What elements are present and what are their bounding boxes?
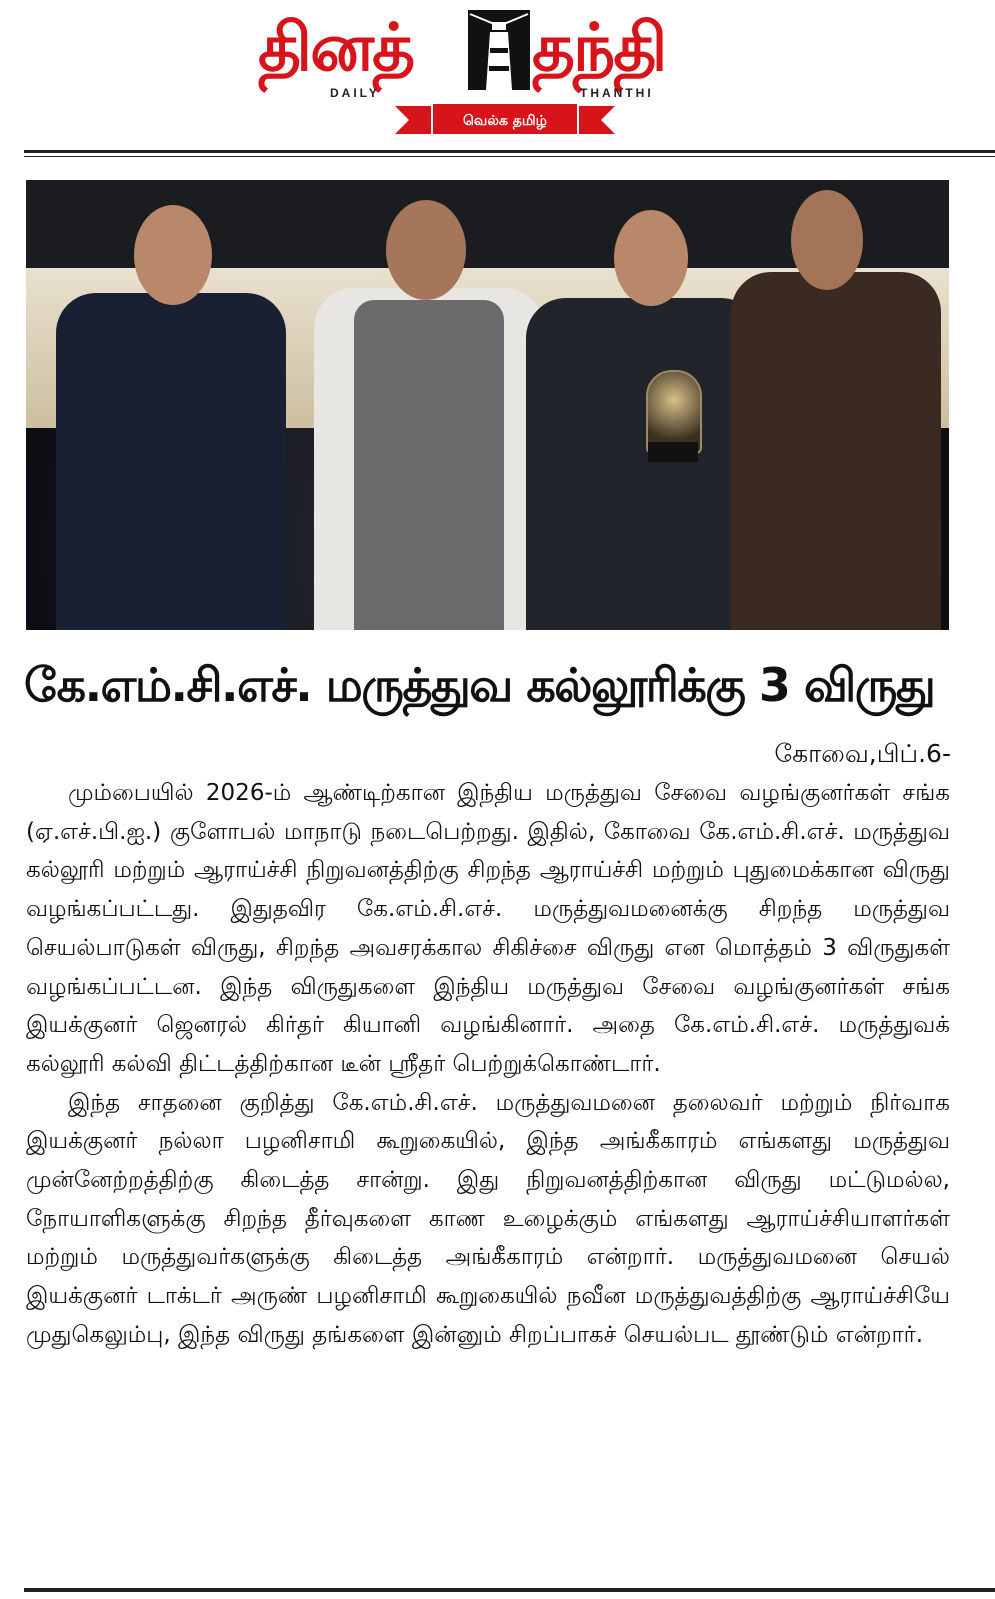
ribbon-tail-left	[395, 106, 433, 134]
person-left	[56, 205, 286, 630]
daily-label: DAILY	[330, 86, 380, 100]
bottom-rule	[24, 1588, 995, 1592]
brand-logo-left: தினத்	[258, 9, 414, 86]
person-head	[791, 190, 863, 290]
trophy-base	[648, 442, 698, 462]
person-center-left	[314, 200, 544, 630]
lighthouse-logo-icon	[468, 10, 530, 100]
person-body	[56, 293, 286, 630]
top-rule	[24, 150, 995, 153]
brand-logo-right: தந்தி	[532, 9, 666, 86]
person-vest	[354, 300, 504, 630]
top-rule-thin	[24, 156, 995, 157]
ribbon-tail-right	[577, 106, 615, 134]
person-right	[731, 190, 941, 630]
person-head	[134, 205, 212, 305]
ribbon-banner	[395, 100, 615, 140]
award-photo	[26, 180, 949, 630]
person-head	[386, 200, 466, 300]
person-body	[731, 272, 941, 630]
thanthi-label: THANTHI	[580, 86, 654, 100]
masthead	[0, 0, 995, 150]
dateline: கோவை,பிப்.6-	[774, 739, 951, 768]
article-paragraph: மும்பையில் 2026-ம் ஆண்டிற்கான இந்திய மருத்துவ சேவை வழங்குனர்கள் சங்க (ஏ.எச்.பி.ஐ.) குளோபல் மாநாடு நடைபெற்றது. இதில், கோவை கே.எம்.சி.எச். மருத்துவ கல்லூரி மற்றும் ஆராய்ச்சி நிறுவனத்திற்கு சிறந்த ஆராய்ச்சி மற்றும் புதுமைக்கான விருது வழங்கப்பட்டது. இதுதவிர கே.எம்.சி.எச். மருத்துவமனைக்கு சிறந்த மருத்துவ செயல்பாடுகள் விருது, சிறந்த அவசரக்கால சிகிச்சை விருது என மொத்தம் 3 விருதுகள் வழங்கப்பட்டன. இந்த விருதுகளை இந்திய மருத்துவ சேவை வழங்குனர்கள் சங்க இயக்குனர் ஜெனரல் கிர்தர் கியானி வழங்கினார். அதை கே.எம்.சி.எச். மருத்துவக் கல்லூரி கல்வி திட்டத்திற்கான டீன் ஸ்ரீதர் பெற்றுக்கொண்டார்.	[26, 780, 950, 1077]
person-body	[526, 298, 761, 630]
person-center-right	[526, 210, 761, 630]
article-paragraph: இந்த சாதனை குறித்து கே.எம்.சி.எச். மருத்துவமனை தலைவர் மற்றும் நிர்வாக இயக்குனர் நல்லா பழனிசாமி கூறுகையில், இந்த அங்கீகாரம் எங்களது மருத்துவ முன்னேற்றத்திற்கு கிடைத்த சான்று. இது நிறுவனத்திற்கான விருது மட்டுமல்ல, நோயாளிகளுக்கு சிறந்த தீர்வுகளை காண உழைக்கும் எங்களது ஆராய்ச்சியாளர்கள் மற்றும் மருத்துவர்களுக்கு கிடைத்த அங்கீகாரம் என்றார். மருத்துவமனை செயல் இயக்குனர் டாக்டர் அருண் பழனிசாமி கூறுகையில் நவீன மருத்துவத்திற்கு ஆராய்ச்சியே முதுகெலும்பு, இந்த விருது தங்களை இன்னும் சிறப்பாகச் செயல்பட தூண்டும் என்றார்.	[26, 1089, 950, 1348]
ribbon-slogan: வெல்க தமிழ்	[431, 102, 579, 136]
headline: கே.எம்.சி.எச். மருத்துவ கல்லூரிக்கு 3 விருது	[24, 658, 935, 712]
article-body	[26, 774, 950, 1355]
person-head	[614, 210, 688, 306]
